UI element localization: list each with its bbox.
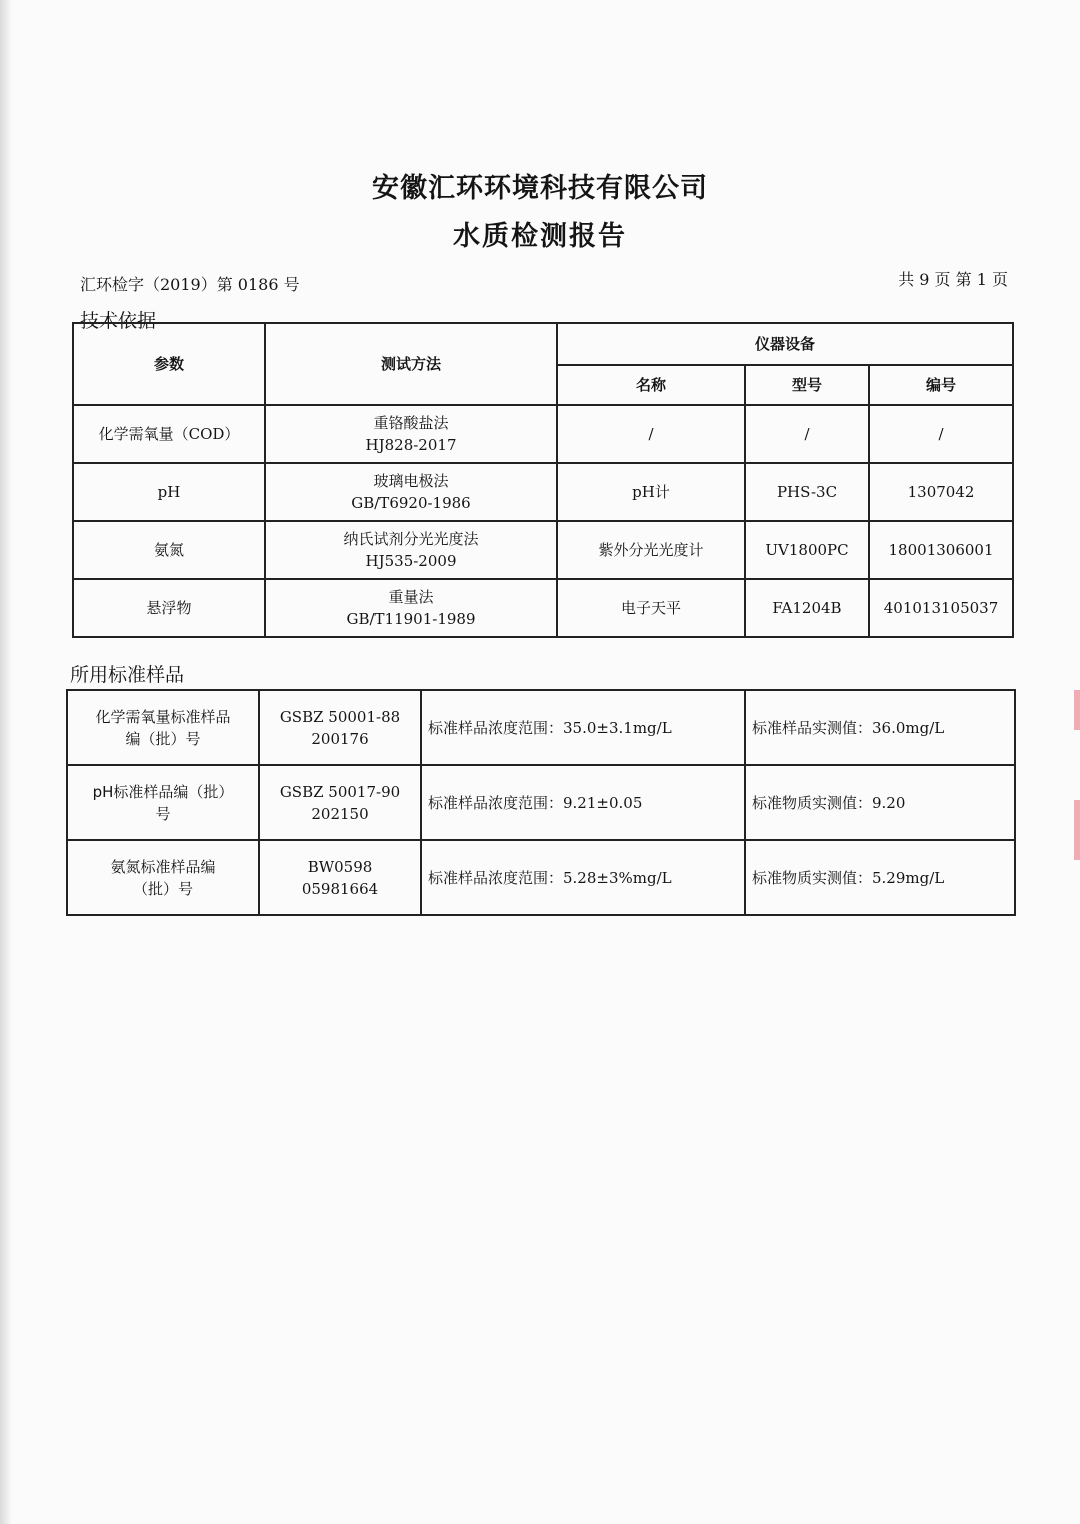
cell-range: 标准样品浓度范围：9.21±0.05 <box>421 765 745 840</box>
header-param: 参数 <box>73 323 265 405</box>
cell-serial: 401013105037 <box>869 579 1013 637</box>
cell-sample-code <box>259 840 421 915</box>
cell-param: 化学需氧量（COD） <box>73 405 265 463</box>
cell-model: FA1204B <box>745 579 869 637</box>
cell-model: / <box>745 405 869 463</box>
method-name: 重量法 <box>388 588 434 606</box>
table-row <box>67 690 1015 765</box>
table-row <box>73 521 1013 579</box>
code-line: BW0598 <box>307 857 373 876</box>
cell-sample-label <box>67 690 259 765</box>
header-serial: 编号 <box>869 365 1013 405</box>
cell-serial: / <box>869 405 1013 463</box>
stamp-edge-mark <box>1074 800 1080 860</box>
cell-model: UV1800PC <box>745 521 869 579</box>
method-standard: HJ535-2009 <box>365 552 457 570</box>
cell-method <box>265 463 557 521</box>
cell-serial: 18001306001 <box>869 521 1013 579</box>
cell-sample-label <box>67 840 259 915</box>
table-row <box>73 405 1013 463</box>
cell-method <box>265 579 557 637</box>
cell-param: 悬浮物 <box>73 579 265 637</box>
method-standard: GB/T6920-1986 <box>351 494 471 512</box>
method-standard: GB/T11901-1989 <box>346 610 476 628</box>
code-line: GSBZ 50017-90 <box>279 782 401 801</box>
method-name: 纳氏试剂分光光度法 <box>343 530 479 548</box>
cell-measured: 标准物质实测值：5.29mg/L <box>745 840 1015 915</box>
cell-name: pH计 <box>557 463 745 521</box>
cell-name: / <box>557 405 745 463</box>
label-line: （批）号 <box>132 879 193 898</box>
cell-sample-code <box>259 690 421 765</box>
tech-basis-table <box>72 322 1014 638</box>
cell-range: 标准样品浓度范围：35.0±3.1mg/L <box>421 690 745 765</box>
table-row <box>67 765 1015 840</box>
label-line: 氨氮标准样品编 <box>110 857 216 876</box>
section-tech-basis: 技术依据 <box>80 310 157 332</box>
code-line: GSBZ 50001-88 <box>279 707 401 726</box>
cell-method <box>265 521 557 579</box>
cell-model: PHS-3C <box>745 463 869 521</box>
stamp-edge-mark <box>1074 690 1080 730</box>
cell-param: 氨氮 <box>73 521 265 579</box>
cell-name: 电子天平 <box>557 579 745 637</box>
cell-name: 紫外分光光度计 <box>557 521 745 579</box>
report-number: 汇环检字（2019）第 0186 号 <box>80 275 300 294</box>
report-title: 水质检测报告 <box>453 221 627 252</box>
page-info: 共 9 页 第 1 页 <box>898 270 1008 289</box>
header-method: 测试方法 <box>265 323 557 405</box>
table-row <box>73 463 1013 521</box>
label-line: 编（批）号 <box>125 729 201 748</box>
method-standard: HJ828-2017 <box>365 436 457 454</box>
cell-measured: 标准物质实测值：9.20 <box>745 765 1015 840</box>
cell-param: pH <box>73 463 265 521</box>
method-name: 玻璃电极法 <box>373 472 449 490</box>
company-name: 安徽汇环环境科技有限公司 <box>372 173 708 204</box>
standard-samples-table <box>66 689 1016 916</box>
cell-method <box>265 405 557 463</box>
cell-measured: 标准样品实测值：36.0mg/L <box>745 690 1015 765</box>
cell-sample-label <box>67 765 259 840</box>
header-equipment: 仪器设备 <box>557 323 1013 365</box>
code-line: 05981664 <box>301 879 379 898</box>
header-name: 名称 <box>557 365 745 405</box>
section-standards-used: 所用标准样品 <box>70 664 185 686</box>
header-model: 型号 <box>745 365 869 405</box>
code-line: 202150 <box>311 804 369 823</box>
code-line: 200176 <box>311 729 369 748</box>
label-line: pH标准样品编（批） <box>92 782 234 801</box>
table-row <box>67 840 1015 915</box>
label-line: 化学需氧量标准样品 <box>95 707 231 726</box>
cell-sample-code <box>259 765 421 840</box>
cell-range: 标准样品浓度范围：5.28±3%mg/L <box>421 840 745 915</box>
label-line: 号 <box>155 804 171 823</box>
method-name: 重铬酸盐法 <box>373 414 449 432</box>
cell-serial: 1307042 <box>869 463 1013 521</box>
table-row <box>73 579 1013 637</box>
